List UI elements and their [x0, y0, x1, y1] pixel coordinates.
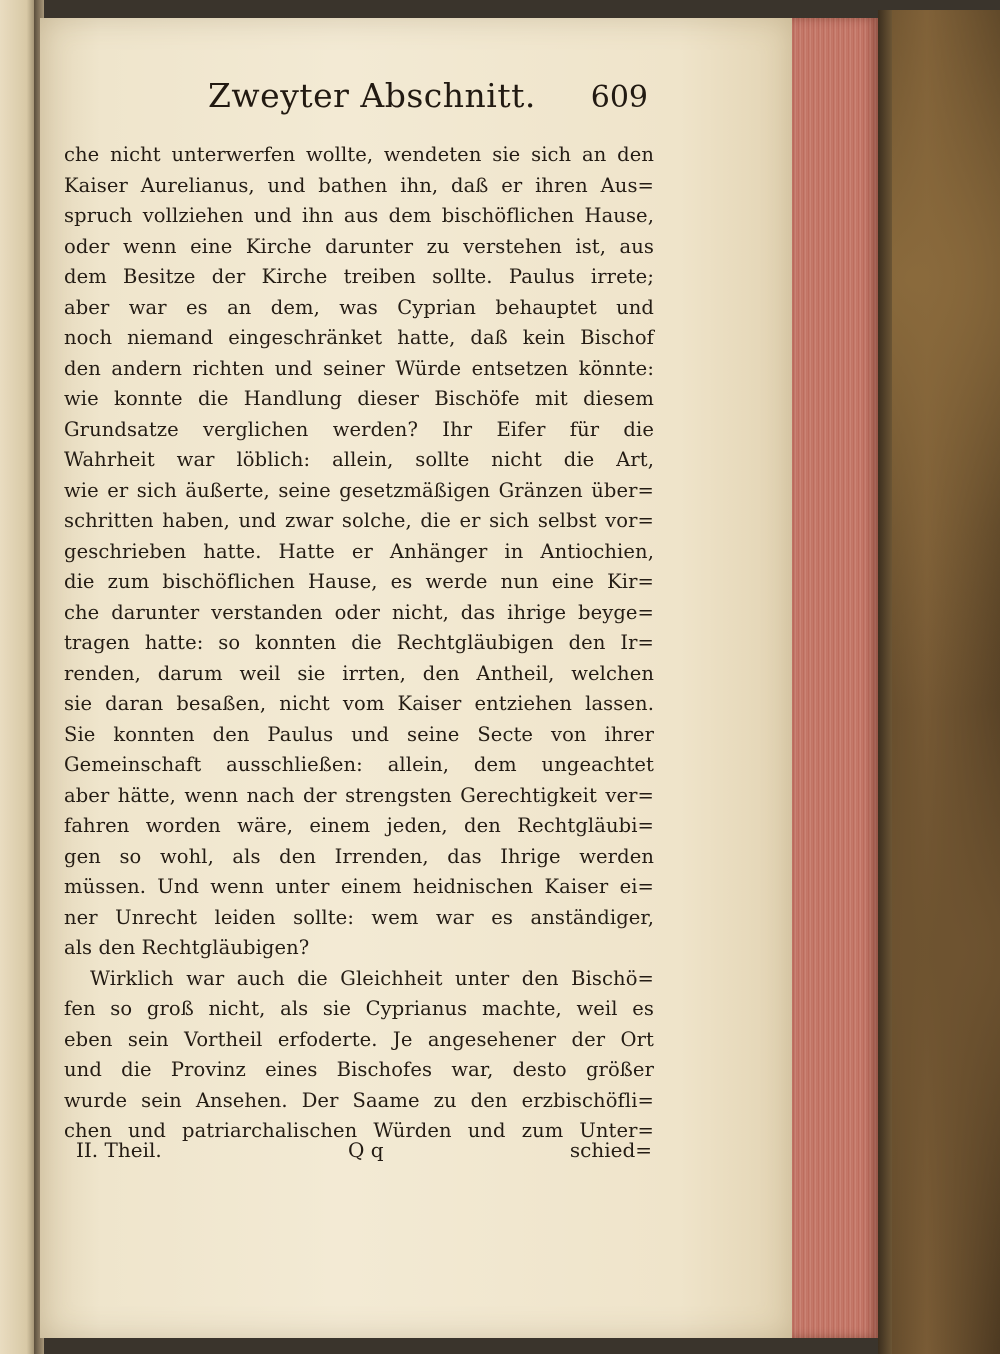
catchword: schied= [569, 1138, 652, 1162]
text-line: eben sein Vortheil erfoderte. Je angesehener der Ort [64, 1027, 654, 1051]
text-line: aber hätte, wenn nach der strengsten Gerechtigkeit ver= [64, 783, 654, 807]
page-number: 609 [590, 80, 648, 115]
text-line: Kaiser Aurelianus, und bathen ihn, daß er ihren Aus= [64, 173, 654, 197]
text-line: den andern richten und seiner Würde entsetzen könnte: [64, 356, 654, 380]
text-line: Gemeinschaft ausschließen: allein, dem ungeachtet [64, 753, 654, 776]
text-line: fahren worden wäre, einem jeden, den Rechtgläubi= [64, 814, 654, 837]
text-line: che nicht unterwerfen wollte, wendeten sie sich an den [64, 143, 654, 166]
running-head: Zweyter Abschnitt. [208, 76, 536, 115]
text-line: geschrieben hatte. Hatte er Anhänger in Antiochien, [64, 539, 654, 563]
text-line: Grundsatze verglichen werden? Ihr Eifer für die [64, 417, 654, 441]
text-line: Sie konnten den Paulus und seine Secte von ihrer [64, 722, 654, 746]
page-block-edge [792, 18, 878, 1338]
text-line: die zum bischöflichen Hause, es werde nun eine Kir= [64, 570, 654, 593]
page-footer [76, 1138, 652, 1172]
text-line: ner Unrecht leiden sollte: wem war es anständiger, [64, 905, 654, 929]
text-line: wurde sein Ansehen. Der Saame zu den erzbischöfli= [64, 1088, 654, 1112]
text-line: fen so groß nicht, als sie Cyprianus machte, weil es [64, 997, 654, 1020]
text-line: che darunter verstanden oder nicht, das ihrige beyge= [64, 600, 654, 624]
text-line: tragen hatte: so konnten die Rechtgläubigen den Ir= [64, 631, 654, 654]
cover-spine-edge [878, 10, 892, 1354]
text-line: und die Provinz eines Bischofes war, desto größer [64, 1058, 654, 1081]
text-line: wie konnte die Handlung dieser Bischöfe mit diesem [64, 387, 654, 410]
text-line: schritten haben, und zwar solche, die er sich selbst vor= [64, 509, 654, 532]
body-text [64, 140, 654, 1147]
volume-signature: II. Theil. [76, 1138, 162, 1162]
previous-page-edge [0, 0, 38, 1354]
text-line: aber war es an dem, was Cyprian behauptet und [64, 295, 654, 319]
text-line: Wahrheit war löblich: allein, sollte nicht die Art, [64, 448, 654, 471]
text-line: als den Rechtgläubigen? [64, 936, 310, 959]
text-line: noch niemand eingeschränket hatte, daß kein Bischof [64, 326, 654, 349]
page-header [118, 72, 648, 132]
gathering-mark: Q q [348, 1138, 384, 1162]
text-line: chen und patriarchalischen Würden und zum Unter= [64, 1119, 654, 1142]
text-line: spruch vollziehen und ihn aus dem bischöflichen Hause, [64, 204, 654, 227]
text-line: wie er sich äußerte, seine gesetzmäßigen Gränzen über= [64, 478, 654, 502]
text-line: gen so wohl, als den Irrenden, das Ihrige werden [64, 844, 654, 868]
text-line: dem Besitze der Kirche treiben sollte. Paulus irrete; [64, 265, 654, 288]
text-line: oder wenn eine Kirche darunter zu verstehen ist, aus [64, 234, 654, 258]
book-cover [878, 10, 1000, 1354]
text-line: sie daran besaßen, nicht vom Kaiser entziehen lassen. [64, 692, 654, 715]
text-line: renden, darum weil sie irrten, den Antheil, welchen [64, 661, 654, 685]
text-line: Wirklich war auch die Gleichheit unter den Bischö= [90, 966, 654, 990]
text-line: müssen. Und wenn unter einem heidnischen Kaiser ei= [64, 875, 654, 898]
